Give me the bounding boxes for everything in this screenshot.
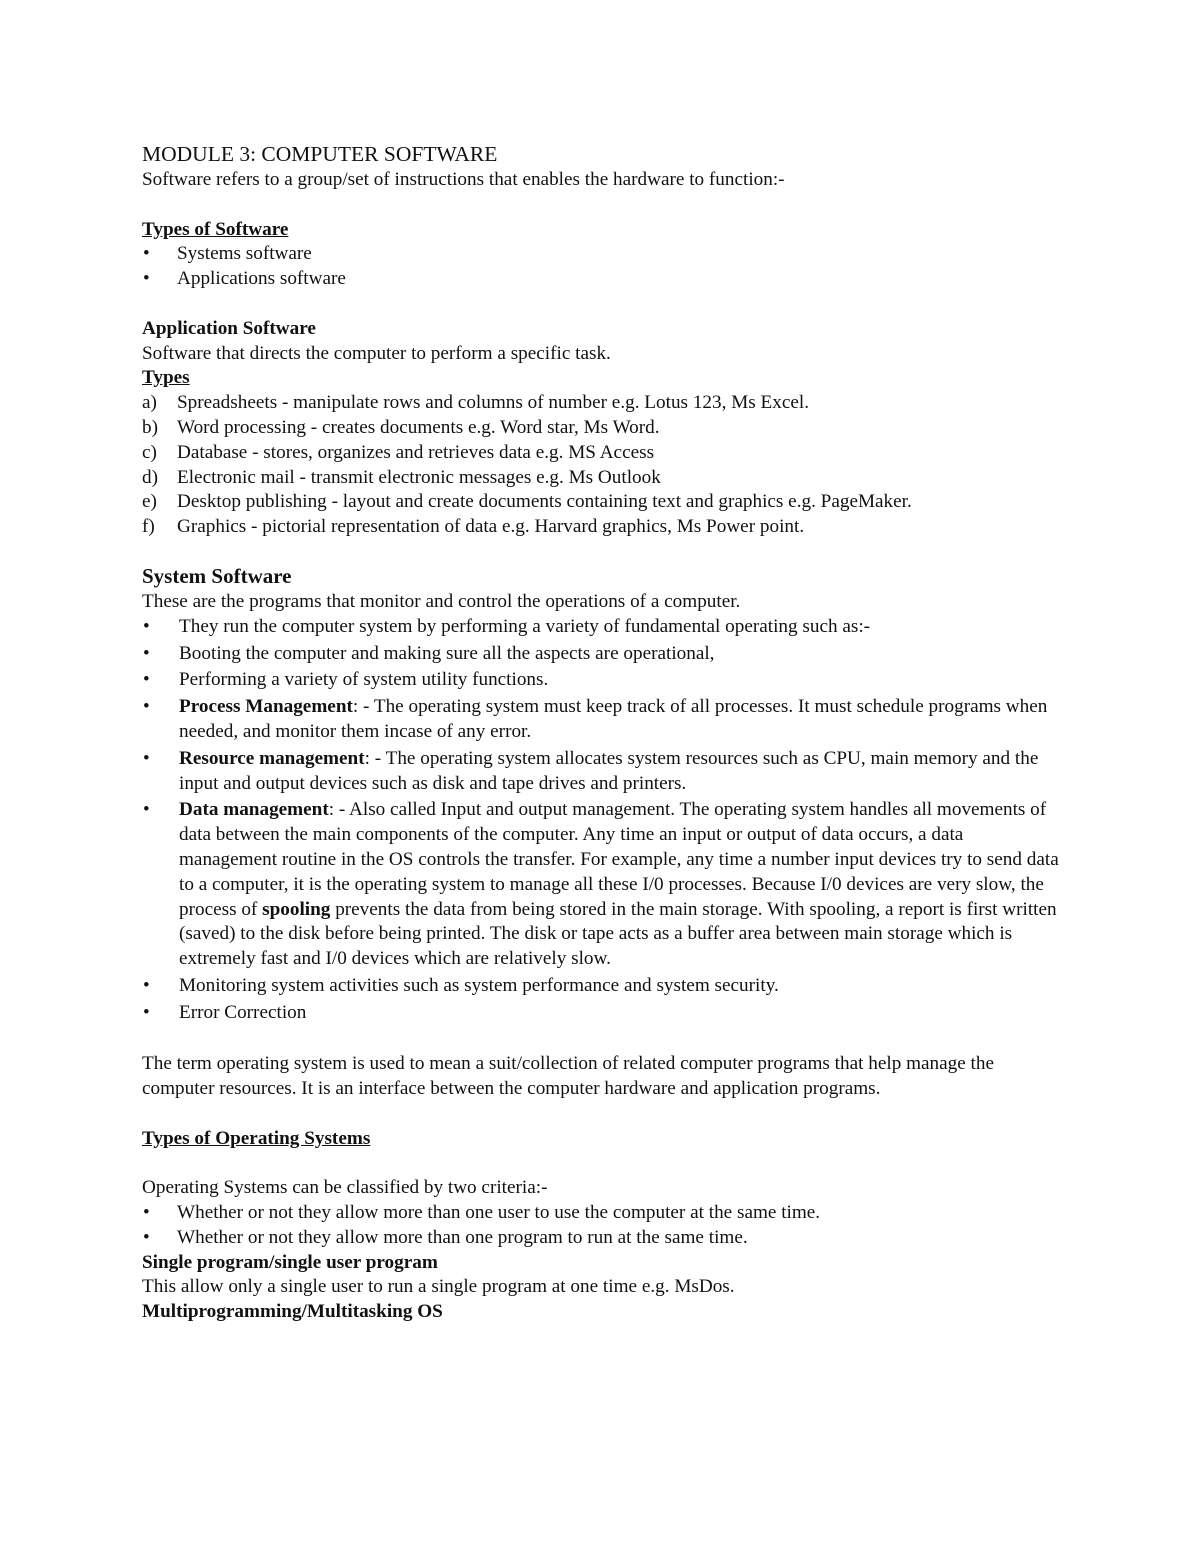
- list-marker: e): [142, 491, 157, 513]
- list-item: • Error Correction: [142, 1001, 1062, 1026]
- single-program-desc: This allow only a single user to run a single program at one time e.g. MsDos.: [142, 1276, 735, 1298]
- process-management-label: Process Management: [179, 696, 353, 718]
- list-item: • They run the computer system by performing a variety of fundamental operating such as:-: [142, 615, 1062, 640]
- system-software-heading: System Software: [142, 563, 292, 588]
- data-management-label: Data management: [179, 799, 329, 821]
- list-item: • Monitoring system activities such as system performance and system security.: [142, 974, 1062, 999]
- single-program-heading: Single program/single user program: [142, 1251, 438, 1273]
- types-of-software-heading: Types of Software: [142, 218, 289, 240]
- list-item: • Performing a variety of system utility functions.: [142, 668, 1062, 693]
- list-item: • Booting the computer and making sure all the aspects are operational,: [142, 642, 1062, 667]
- list-marker: a): [142, 392, 157, 414]
- multiprogramming-heading: Multiprogramming/Multitasking OS: [142, 1301, 443, 1323]
- list-item-text: Spreadsheets - manipulate rows and columns of number e.g. Lotus 123, Ms Excel.: [177, 392, 809, 414]
- list-item: [142, 441, 1062, 466]
- list-item-text: Word processing - creates documents e.g. Word star, Ms Word.: [177, 416, 660, 438]
- document-page: [142, 140, 1062, 1325]
- list-item: • Whether or not they allow more than one user to use the computer at the same time.: [142, 1201, 1062, 1226]
- intro-text: Software refers to a group/set of instructions that enables the hardware to function:-: [142, 169, 785, 190]
- os-types-intro: Operating Systems can be classified by two criteria:-: [142, 1177, 548, 1199]
- list-item: [142, 798, 1062, 972]
- system-software-list: [142, 615, 1062, 1026]
- list-item-text: Electronic mail - transmit electronic messages e.g. Ms Outlook: [177, 466, 661, 488]
- list-item: [142, 391, 1062, 416]
- list-item: [142, 747, 1062, 797]
- list-item-text: Database - stores, organizes and retrieves data e.g. MS Access: [177, 441, 655, 463]
- data-management-text-cont: prevents the data from being stored in the main storage. With spooling, a report is first written (saved) to the disk before being printed. The disk or tape acts as a buffer area between main storage which is extremely fast and I/0 devices which are relatively slow.: [179, 898, 1057, 970]
- types-of-os-heading: Types of Operating Systems: [142, 1127, 371, 1149]
- page-title: MODULE 3: COMPUTER SOFTWARE: [142, 142, 498, 166]
- list-item-text: Graphics - pictorial representation of data e.g. Harvard graphics, Ms Power point.: [177, 516, 805, 538]
- list-item: • Applications software: [142, 267, 1062, 292]
- application-types-list: [142, 391, 1062, 540]
- list-item-text: Desktop publishing - layout and create documents containing text and graphics e.g. PageMaker.: [177, 491, 912, 513]
- spooling-term: spooling: [262, 898, 331, 920]
- operating-system-paragraph: The term operating system is used to mean a suit/collection of related computer programs that help manage the computer resources. It is an interface between the computer hardware and application programs.: [142, 1053, 994, 1100]
- application-software-heading: Application Software: [142, 317, 316, 339]
- types-of-software-list: [142, 242, 1062, 292]
- list-marker: c): [142, 441, 157, 463]
- os-criteria-list: [142, 1201, 1062, 1251]
- data-management-text: : - Also called Input and output management. The operating system handles all movements of data between the main components of the computer. Any time an input or output of data occurs, a data management routine in the OS controls the transfer. For example, any time a number input devices try to send data to a computer, it is the operating system to manage all these I/0 processes. Because I/0 devices are very slow, the process of: [179, 799, 1059, 920]
- list-marker: d): [142, 466, 158, 488]
- list-marker: f): [142, 516, 155, 538]
- application-software-desc: Software that directs the computer to perform a specific task.: [142, 342, 611, 364]
- list-item: [142, 515, 1062, 540]
- system-software-desc: These are the programs that monitor and control the operations of a computer.: [142, 590, 741, 612]
- list-item: • Whether or not they allow more than one program to run at the same time.: [142, 1226, 1062, 1251]
- process-management-text: : - The operating system must keep track of all processes. It must schedule programs when needed, and monitor them incase of any error.: [179, 696, 1048, 742]
- list-item: [142, 490, 1062, 515]
- list-item: [142, 695, 1062, 745]
- types-label: Types: [142, 367, 190, 389]
- resource-management-label: Resource management: [179, 747, 365, 769]
- list-item: • Systems software: [142, 242, 1062, 267]
- list-marker: b): [142, 416, 158, 438]
- list-item: [142, 416, 1062, 441]
- resource-management-text: : - The operating system allocates system resources such as CPU, main memory and the input and output devices such as disk and tape drives and printers.: [179, 747, 1039, 794]
- list-item: [142, 466, 1062, 491]
